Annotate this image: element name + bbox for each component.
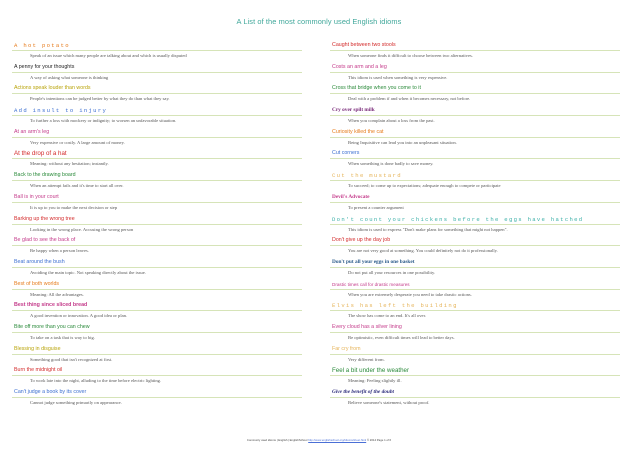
idiom-entry xyxy=(12,172,302,194)
footer-page-number: © 2014 Page 1 of 6 xyxy=(366,438,392,442)
idiom-title: Far cry from xyxy=(332,345,361,352)
idiom-entry xyxy=(12,237,302,259)
idiom-title: Ball is in your court xyxy=(14,193,59,200)
idiom-entry xyxy=(330,194,620,216)
idiom-heading-row xyxy=(330,216,620,225)
idiom-definition: Cannot judge something primarily on appearance. xyxy=(30,400,122,405)
idiom-heading-row xyxy=(330,64,620,73)
idiom-title: Feel a bit under the weather xyxy=(332,367,410,375)
left-column xyxy=(12,42,302,411)
idiom-definition: This idiom is used to express "Don't make plans for something that might not happen". xyxy=(348,226,508,232)
idiom-entry xyxy=(12,302,302,324)
page-footer xyxy=(0,438,638,442)
idiom-title: Best thing since sliced bread xyxy=(14,302,88,309)
idiom-heading-row xyxy=(330,172,620,181)
idiom-title: A penny for your thoughts xyxy=(14,63,75,70)
idiom-heading-row xyxy=(330,194,620,203)
idiom-title: Back to the drawing board xyxy=(14,172,76,179)
idiom-definition: When you complain about a loss from the past. xyxy=(348,118,435,124)
page-title: A List of the most commonly used English idioms xyxy=(236,17,402,26)
idiom-title: Curiosity killed the cat xyxy=(332,128,384,135)
idiom-entry xyxy=(12,281,302,303)
idiom-heading-row xyxy=(12,85,302,94)
idiom-title: Drastic times call for drastic measures xyxy=(332,281,410,287)
idiom-definition: To take on a task that is way to big. xyxy=(30,334,95,340)
idiom-definition: To succeed; to come up to expectations; adequate enough to compete or participate xyxy=(348,183,501,189)
idiom-title: Best of both worlds xyxy=(14,280,60,287)
idiom-definition: It is up to you to make the next decision or step xyxy=(30,204,118,210)
idiom-title: Don't give up the day job xyxy=(332,237,391,244)
idiom-heading-row xyxy=(330,281,620,290)
idiom-entry xyxy=(330,259,620,281)
idiom-entry xyxy=(330,367,620,389)
idiom-definition: To present a counter argument xyxy=(348,204,404,210)
idiom-entry xyxy=(330,302,620,324)
idiom-heading-row xyxy=(330,324,620,333)
idiom-title: At an arm's leg xyxy=(14,128,50,135)
idiom-heading-row xyxy=(12,64,302,73)
idiom-entry xyxy=(12,64,302,86)
idiom-heading-row xyxy=(12,259,302,268)
idiom-entry xyxy=(330,64,620,86)
idiom-definition: Be happy when a person leaves. xyxy=(30,248,89,254)
idiom-title: Beat around the bush xyxy=(14,258,65,265)
idiom-title: Bite off more than you can chew xyxy=(14,323,90,330)
idiom-entry xyxy=(330,389,620,411)
idiom-title: Cross that bridge when you come to it xyxy=(332,85,421,92)
idiom-entry xyxy=(12,107,302,129)
idiom-heading-row xyxy=(12,281,302,290)
idiom-entry xyxy=(12,367,302,389)
idiom-entry xyxy=(330,172,620,194)
idiom-entry xyxy=(330,129,620,151)
idiom-title: Can't judge a book by its cover xyxy=(14,389,87,395)
footer-text: Commonly used idioms | English | EnglishSchool xyxy=(246,438,308,442)
idiom-heading-row xyxy=(12,216,302,225)
idiom-entry xyxy=(330,150,620,172)
idiom-title: Caught between two stools xyxy=(332,42,396,48)
idiom-title: Burn the midnight oil xyxy=(14,367,63,374)
idiom-entry xyxy=(330,324,620,346)
idiom-heading-row xyxy=(12,150,302,159)
idiom-definition: A way of asking what someone is thinking xyxy=(30,74,109,80)
idiom-heading-row xyxy=(12,107,302,116)
idiom-title: Cut corners xyxy=(332,150,360,157)
idiom-entry xyxy=(12,150,302,172)
idiom-entry xyxy=(330,42,620,64)
idiom-heading-row xyxy=(330,389,620,398)
idiom-title: Don't put all your eggs in one basket xyxy=(332,258,415,265)
idiom-definition: When you are extremely desperate you need to take drastic actions. xyxy=(348,291,472,297)
idiom-entry xyxy=(12,42,302,64)
idiom-definition: A good invention or innovation. A good idea or plan. xyxy=(30,313,128,319)
idiom-title: Blessing in disguise xyxy=(14,345,61,352)
idiom-heading-row xyxy=(12,367,302,376)
idiom-heading-row xyxy=(12,172,302,181)
idiom-title: Give the benefit of the doubt xyxy=(332,389,394,395)
idiom-heading-row xyxy=(330,42,620,51)
idiom-heading-row xyxy=(330,302,620,311)
idiom-definition: You are not very good at something. You could definitely not do it professionally. xyxy=(348,248,498,254)
idiom-title: Costs an arm and a leg xyxy=(332,63,387,70)
idiom-definition: Very expensive or costly. A large amount of money. xyxy=(30,139,125,145)
idiom-heading-row xyxy=(330,150,620,159)
idiom-entry xyxy=(12,194,302,216)
idiom-heading-row xyxy=(330,85,620,94)
idiom-definition: Meaning: All the advantages. xyxy=(30,291,84,297)
right-column xyxy=(330,42,620,411)
idiom-heading-row xyxy=(330,367,620,376)
idiom-heading-row xyxy=(12,237,302,246)
idiom-entry xyxy=(330,346,620,368)
idiom-definition: Looking in the wrong place. Accusing the wrong person xyxy=(30,226,134,232)
idiom-definition: When someone finds it difficult to choose between two alternatives. xyxy=(348,53,473,58)
idiom-entry xyxy=(12,85,302,107)
idiom-heading-row xyxy=(12,42,302,51)
idiom-definition: To further a loss with mockery or indignity; to worsen an unfavorable situation. xyxy=(30,118,177,124)
idiom-title: Cut the mustard xyxy=(332,172,402,180)
idiom-title: Elvis has left the building xyxy=(332,302,458,310)
idiom-definition: Meaning: Feeling slightly ill. xyxy=(348,378,402,384)
idiom-title: Don't count your chickens before the eggs have hatched xyxy=(332,215,584,223)
idiom-heading-row xyxy=(12,324,302,333)
idiom-title: Add insult to injury xyxy=(14,107,108,115)
idiom-entry xyxy=(12,324,302,346)
idiom-entry xyxy=(330,237,620,259)
idiom-definition: To work late into the night, alluding to the time before electric lighting. xyxy=(30,378,162,384)
idiom-heading-row xyxy=(12,346,302,355)
idiom-title: Devil's Advocate xyxy=(332,193,370,200)
idiom-entry xyxy=(12,389,302,411)
idiom-definition: Do not put all your resources in one possibility. xyxy=(348,269,436,275)
idiom-heading-row xyxy=(330,259,620,268)
idiom-title: Cry over spilt milk xyxy=(332,107,375,114)
idiom-entry xyxy=(12,259,302,281)
idiom-title: Barking up the wrong tree xyxy=(14,215,75,222)
idiom-definition: Be optimistic, even difficult times will lead to better days. xyxy=(348,334,455,340)
idiom-heading-row xyxy=(330,346,620,355)
idiom-entry xyxy=(12,346,302,368)
idiom-definition: Something good that isn't recognized at first. xyxy=(30,356,113,362)
idiom-entry xyxy=(12,216,302,238)
idiom-heading-row xyxy=(12,302,302,311)
idiom-definition: Deal with a problem if and when it becomes necessary, not before. xyxy=(348,96,471,102)
idiom-title: Be glad to see the back of xyxy=(14,237,76,244)
idiom-definition: When something is done badly to save money. xyxy=(348,161,434,167)
idiom-definition: The show has come to an end. It's all over. xyxy=(348,313,427,319)
idiom-definition: Very different from. xyxy=(348,356,385,362)
idiom-definition: People's intentions can be judged better by what they do than what they say. xyxy=(30,96,170,102)
idiom-entry xyxy=(330,85,620,107)
idiom-title: Actions speak louder than words xyxy=(14,85,91,92)
idiom-definition: Speak of an issue which many people are talking about and which is usually disputed xyxy=(30,53,187,58)
idiom-definition: Believe someone's statement, without proof. xyxy=(348,400,430,405)
idiom-definition: This idiom is used when something is very expensive. xyxy=(348,74,448,80)
idiom-definition: Meaning: without any hesitation; instantly. xyxy=(30,161,109,167)
idiom-heading-row xyxy=(330,129,620,138)
idiom-entry xyxy=(12,129,302,151)
idiom-entry xyxy=(330,281,620,303)
idiom-definition: Avoiding the main topic. Not speaking directly about the issue. xyxy=(30,269,146,275)
idiom-heading-row xyxy=(330,237,620,246)
idiom-heading-row xyxy=(12,129,302,138)
idiom-title: At the drop of a hat xyxy=(14,150,67,158)
footer-link[interactable]: http://www.englishschool.org/idioms/sheet.html xyxy=(308,438,367,442)
idiom-entry xyxy=(330,107,620,129)
idiom-heading-row xyxy=(12,389,302,398)
idiom-heading-row xyxy=(330,107,620,116)
idiom-definition: When an attempt fails and it's time to start all over. xyxy=(30,183,124,189)
idiom-heading-row xyxy=(12,194,302,203)
idiom-entry xyxy=(330,216,620,238)
idiom-definition: Being Inquisitive can lead you into an unpleasant situation. xyxy=(348,139,457,145)
idiom-title: A hot potato xyxy=(14,42,70,49)
idiom-title: Every cloud has a silver lining xyxy=(332,323,402,330)
